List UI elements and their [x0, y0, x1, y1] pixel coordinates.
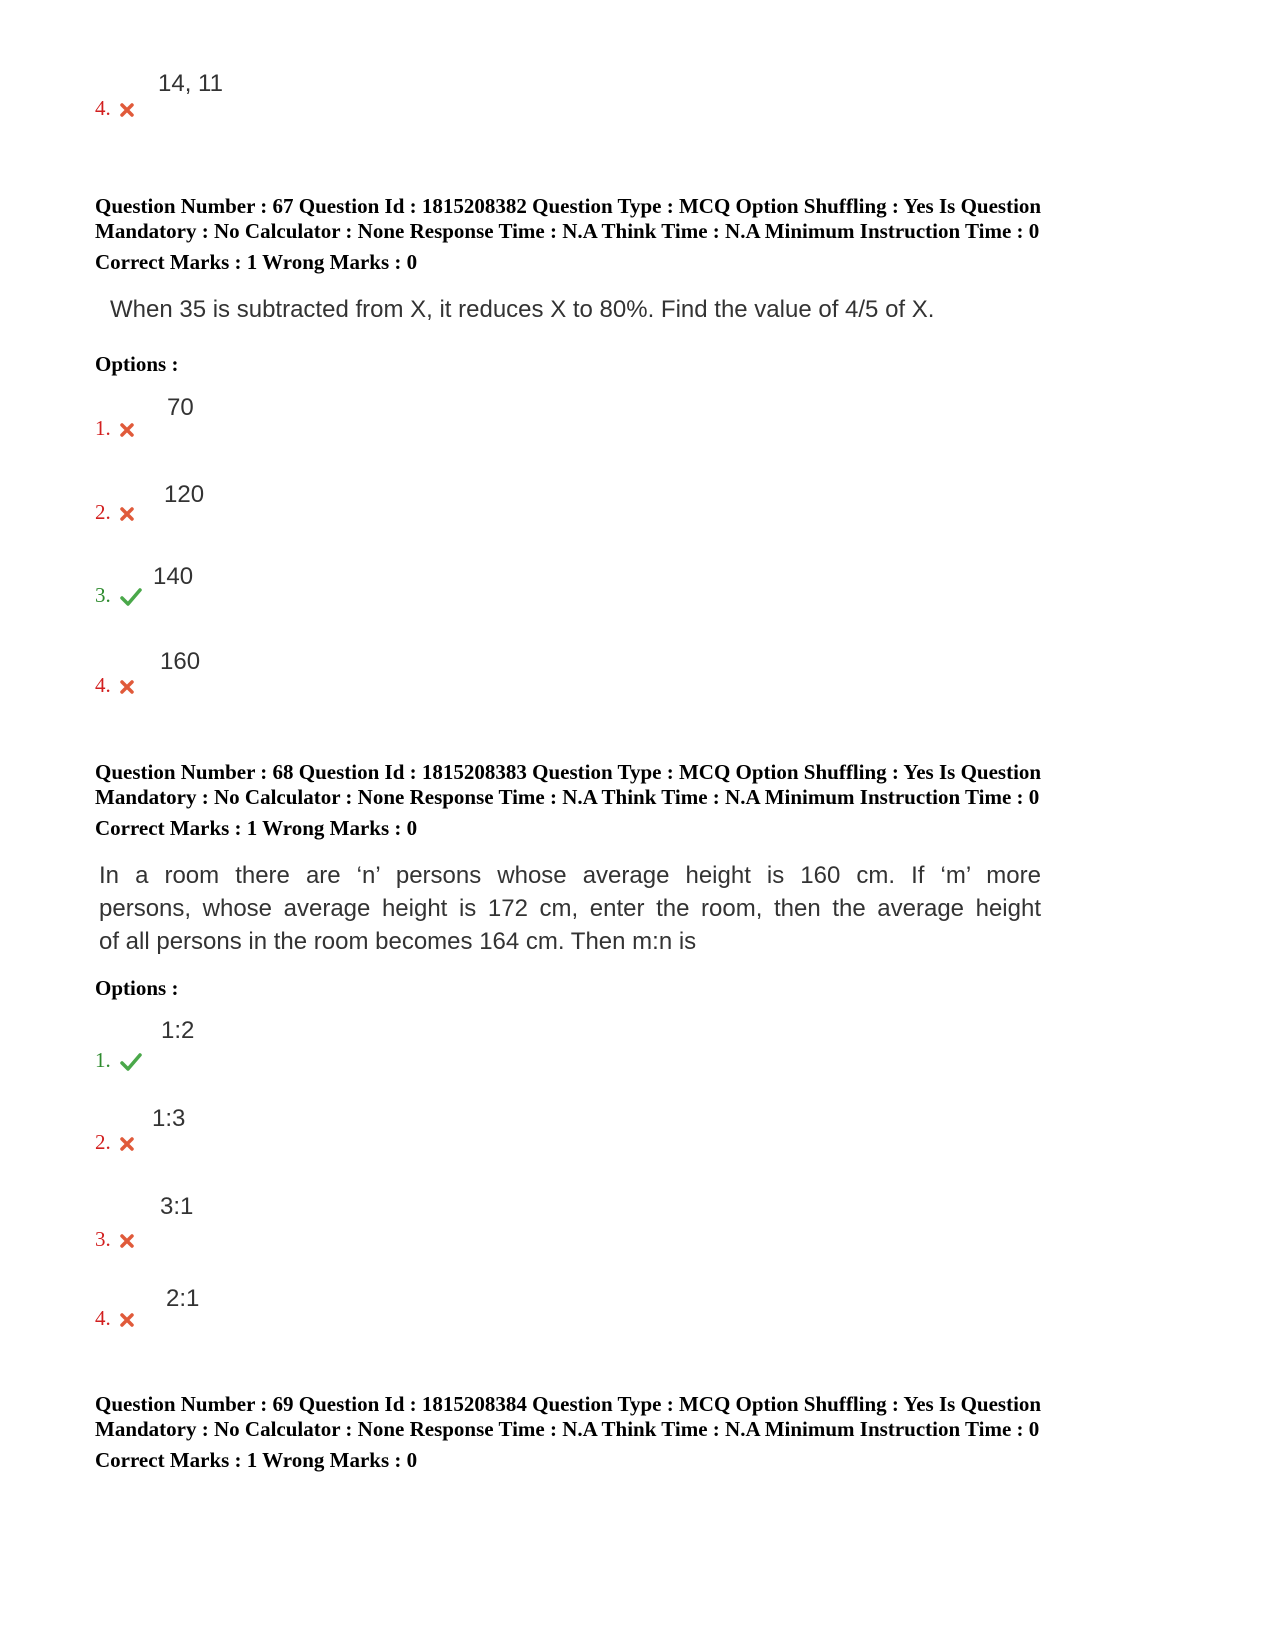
- option-number: 3.: [95, 1227, 111, 1251]
- cross-icon: [120, 1234, 134, 1248]
- option-row[interactable]: [95, 416, 134, 441]
- meta-line: Question Number : 67 Question Id : 1815208382 Question Type : MCQ Option Shuffling : Yes Is Question: [95, 194, 1042, 218]
- meta-line: Mandatory : No Calculator : None Response Time : N.A Think Time : N.A Minimum Instruction Time : 0: [95, 219, 1040, 243]
- question-line: of all persons in the room becomes 164 cm. Then m:n is: [99, 928, 697, 955]
- option-text: 2:1: [166, 1285, 200, 1312]
- cross-icon: [120, 103, 134, 117]
- option-row[interactable]: [95, 673, 134, 698]
- option-number: 2.: [95, 1130, 111, 1154]
- option-number: 1.: [95, 1048, 111, 1072]
- question-meta: [95, 1392, 1041, 1442]
- option-number: 1.: [95, 416, 111, 440]
- option-row[interactable]: [95, 1227, 134, 1252]
- option-number: 4.: [95, 673, 111, 697]
- option-row[interactable]: [95, 96, 134, 121]
- cross-icon: [120, 1137, 134, 1151]
- option-row[interactable]: [95, 500, 134, 525]
- option-text: 140: [153, 563, 194, 590]
- option-number: 3.: [95, 583, 111, 607]
- option-text: 14, 11: [158, 70, 223, 97]
- cross-icon: [120, 680, 134, 694]
- option-number: 4.: [95, 1306, 111, 1330]
- option-text: 160: [160, 648, 201, 675]
- option-text: 120: [164, 481, 205, 508]
- options-label: Options :: [95, 352, 179, 376]
- marks-line: Correct Marks : 1 Wrong Marks : 0: [95, 816, 418, 840]
- question-line: In a room there are ‘n’ persons whose average height is 160 cm. If ‘m’ more: [99, 862, 1041, 889]
- meta-line: Mandatory : No Calculator : None Response Time : N.A Think Time : N.A Minimum Instruction Time : 0: [95, 785, 1040, 809]
- check-icon: [120, 1053, 142, 1071]
- option-text: 1:3: [152, 1105, 186, 1132]
- options-label: Options :: [95, 976, 179, 1000]
- cross-icon: [120, 423, 134, 437]
- option-number: 2.: [95, 500, 111, 524]
- option-row[interactable]: [95, 1048, 142, 1073]
- question-meta: [95, 760, 1041, 810]
- check-icon: [120, 588, 142, 606]
- option-number: 4.: [95, 96, 111, 120]
- cross-icon: [120, 1313, 134, 1327]
- option-row[interactable]: [95, 583, 142, 608]
- meta-line: Question Number : 68 Question Id : 1815208383 Question Type : MCQ Option Shuffling : Yes Is Question: [95, 760, 1042, 784]
- option-text: 1:2: [161, 1017, 195, 1044]
- meta-line: Mandatory : No Calculator : None Response Time : N.A Think Time : N.A Minimum Instruction Time : 0: [95, 1417, 1040, 1441]
- option-text: 70: [167, 394, 194, 421]
- option-text: 3:1: [160, 1193, 194, 1220]
- question-meta: [95, 194, 1041, 244]
- option-row[interactable]: [95, 1306, 134, 1331]
- meta-line: Question Number : 69 Question Id : 1815208384 Question Type : MCQ Option Shuffling : Yes Is Question: [95, 1392, 1042, 1416]
- option-row[interactable]: [95, 1130, 134, 1155]
- marks-line: Correct Marks : 1 Wrong Marks : 0: [95, 250, 418, 274]
- cross-icon: [120, 507, 134, 521]
- question-text: When 35 is subtracted from X, it reduces X to 80%. Find the value of 4/5 of X.: [110, 296, 935, 323]
- question-line: persons, whose average height is 172 cm, enter the room, then the average height: [99, 895, 1041, 922]
- marks-line: Correct Marks : 1 Wrong Marks : 0: [95, 1448, 418, 1472]
